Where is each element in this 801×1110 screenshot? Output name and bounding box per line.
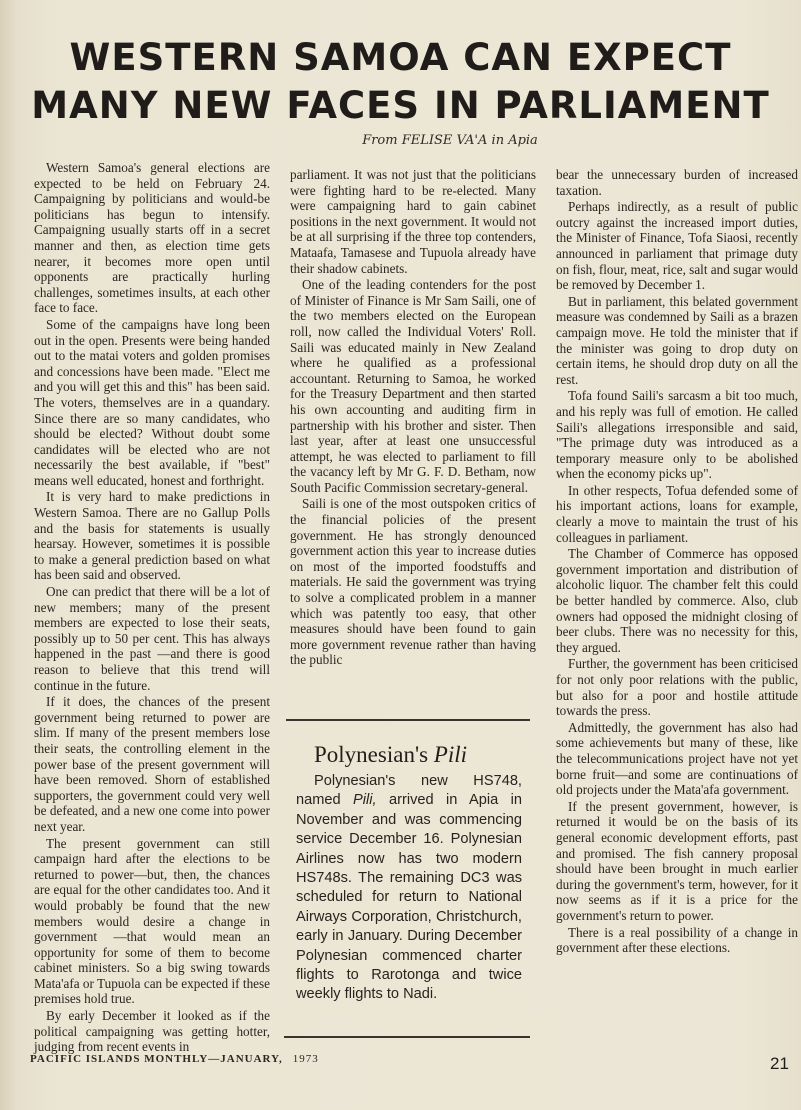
paragraph: Admittedly, the government has also had some achievements but many of these, like the telecommunications project have not yet borne fruit—and some are continuations of old projects under the Mata'afa government. (556, 719, 798, 798)
sidebar-text-italic: Pili, (353, 792, 377, 809)
paragraph: By early December it looked as if the political campaigning was getting hotter, judging from recent events in (34, 1008, 270, 1055)
paragraph: Saili is one of the most outspoken critics of the financial policies of the present government. He has strongly denounced government action this year to increase duties on most of the imported foodstuffs and materials. He said the government was trying to solve a complicated problem in a manner which was patently too easy, that other measures should have been found to gain more government revenue rather than having the public (290, 496, 536, 668)
sidebar-title-word: Polynesian's (314, 742, 429, 767)
paragraph: It is very hard to make predictions in Western Samoa. There are no Gallup Polls and the basis for statements is usually hearsay. However, sometimes it is possible to make a general prediction based on what has been said and observed. (34, 489, 270, 583)
paragraph: There is a real possibility of a change in government after these elections. (556, 924, 798, 956)
article-byline (300, 133, 600, 148)
paragraph: Western Samoa's general elections are expected to be held on February 24. Campaigning by politicians and would-be politicians has begun to intensify. Campaigning usually starts off in a secret manner and then, as election time gets nearer, it becomes more open until opponents are practically hurling challenges, sometimes insults, at each other face to face. (34, 160, 270, 316)
paragraph: Tofa found Saili's sarcasm a bit too much, and his reply was full of emotion. He called Saili's allegations irresponsible and said, "The primage duty was introduced as a temporary measure only to be abolished when the economy picks up". (556, 388, 798, 482)
article-column-2 (290, 167, 536, 668)
footer-year: 1973 (292, 1053, 319, 1065)
sidebar-text-after: arrived in Apia in November and was commencing service December 16. Polynesian Airlines now has two modern HS748s. The remaining DC3 was scheduled for return to National Airways Corporation, Christchurch, early in January. During December Polynesian commenced charter flights to Rarotonga and twice weekly flights to Nadi. (296, 792, 522, 1003)
sidebar-top-rule (286, 719, 530, 721)
sidebar-text-before: Polynesian's new HS748, named (296, 773, 522, 809)
paragraph: The present government can still campaign hard after the elections to be returned to power—but, then, the chances are equal for the other candidates too. And it would probably be found that the new members would desire a change in government —that would mean an opportunity for some of them to become cabinet ministers. So a big swing towards Mata'afa or Tupuola can be expected if these premises hold true. (34, 835, 270, 1007)
paragraph: The Chamber of Commerce has opposed government importation and distribution of alcoholic liquor. The chamber felt this could be better handled by commerce. Also, club owners had opposed the midnight closing of beer clubs. There was no necessity for this, they argued. (556, 546, 798, 655)
paragraph: Further, the government has been criticised for not only poor relations with the public, but also for a poor and hostile attitude towards the press. (556, 656, 798, 719)
paragraph: If the present government, however, is returned it would be on the basis of its general economic development efforts, past and promised. The fish cannery proposal should have been brought in much earlier during the government's term, however, for it now seems as if it is a price for the government's return to power. (556, 798, 798, 923)
paragraph: In other respects, Tofua defended some of his important actions, loans for example, clearly a move to maintain the trust of his colleagues in parliament. (556, 482, 798, 545)
sidebar-title (314, 741, 534, 769)
sidebar-bottom-rule (284, 1036, 530, 1038)
article-column-1 (34, 160, 270, 1055)
paragraph: bear the unnecessary burden of increased taxation. (556, 167, 798, 198)
paragraph: Some of the campaigns have long been out in the open. Presents were being handed out to the matai voters and golden promises and concessions have been made. "Elect me and you will get this and this" has been said. The voters, themselves are in a quandary. Since there are so many candidates, who should be elected? Without doubt some candidates will be elected who are not necessarily the best available, if "best" means well educated, honest and forthright. (34, 316, 270, 488)
sidebar-paragraph (296, 772, 522, 1005)
paragraph: One can predict that there will be a lot of new members; many of the present members are expected to lose their seats, possibly up to 50 per cent. This has always happened in the past —and there is good reason to believe that this trend will continue in the future. (34, 584, 270, 693)
page-footer (30, 1053, 319, 1065)
paragraph: But in parliament, this belated government measure was condemned by Saili as a brazen campaign move. He told the minister that if the minister was going to drop duty on certain items, he should drop duty on all the rest. (556, 293, 798, 387)
paragraph: If it does, the chances of the present government being returned to power are slim. If many of the present members lose their seats, the controlling element in the power base of the present government will have been removed. Shorn of established supporters, the government could very well be defeated, and a new one come into power next year. (34, 694, 270, 834)
page-number: 21 (770, 1054, 789, 1073)
article-column-3 (556, 167, 798, 956)
sidebar-text (296, 772, 522, 1005)
footer-magazine: PACIFIC ISLANDS MONTHLY—JANUARY, (30, 1053, 283, 1065)
paragraph: One of the leading contenders for the post of Minister of Finance is Mr Sam Saili, one of the two members elected on the European roll, now called the Individual Voters' Roll. Saili was educated mainly in New Zealand where he qualified as a professional accountant. Returning to Samoa, he worked for the Treasury Department and then started his own accounting and auditing firm in partnership with his brother and sister. Then last year, after at least one unsuccessful attempt, he was elected to parliament to fill the vacancy left by Mr G. F. D. Betham, now South Pacific Commission secretary-general. (290, 277, 536, 495)
sidebar-title-italic: Pili (433, 742, 468, 767)
byline-author: FELISE VA'A (401, 133, 488, 148)
paragraph: parliament. It was not just that the politicians were fighting hard to be re-elected. Many were campaigning hard to gain cabinet positions in the next government. It would not be at all surprising if the three top contenders, Mataafa, Tamasese and Tupuola already have their shadow cabinets. (290, 167, 536, 276)
article-headline: WESTERN SAMOA CAN EXPECT MANY NEW FACES IN PARLIAMENT (31, 36, 770, 127)
byline-prefix: From (362, 133, 398, 148)
paragraph: Perhaps indirectly, as a result of public outcry against the increased import duties, the Minister of Finance, Tofa Siaosi, recently announced in parliament that primage duty on fish, flour, meat, rice, salt and sugar would be removed by December 1. (556, 199, 798, 293)
byline-location: in Apia (491, 133, 538, 148)
